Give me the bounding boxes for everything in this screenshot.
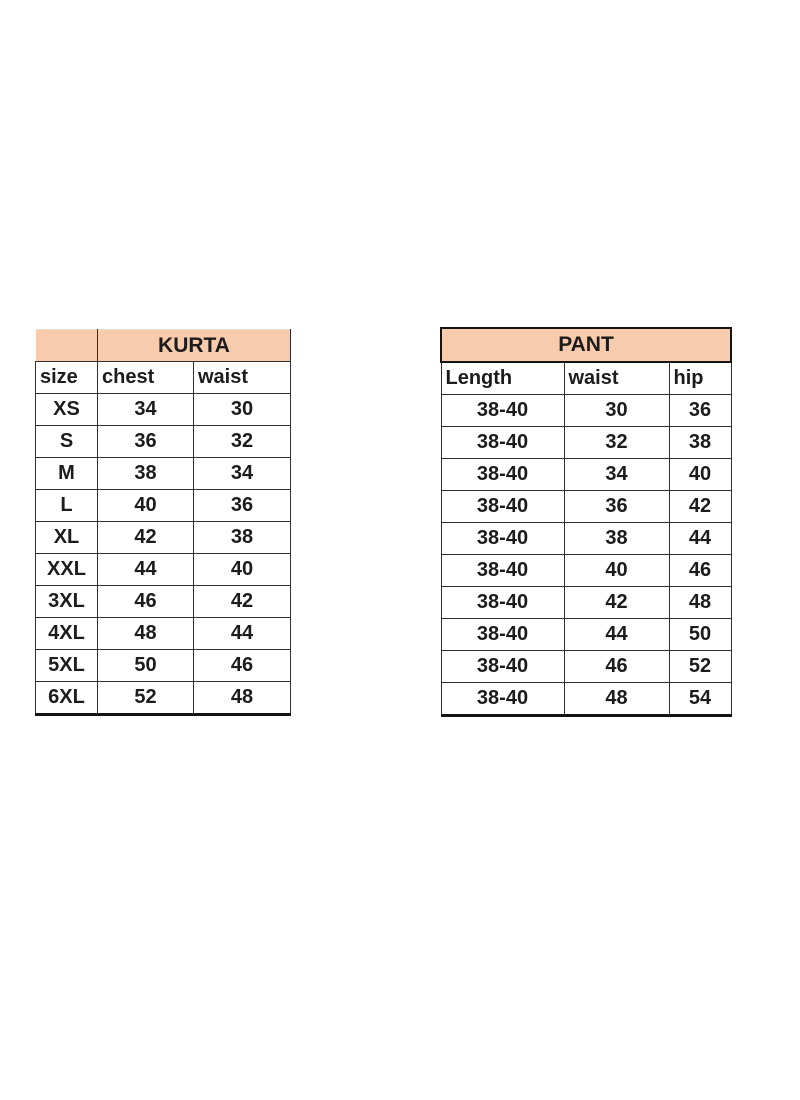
pant-col-header-waist: waist [564,362,669,395]
kurta-header-row [36,362,291,394]
pant-length-cell: 38-40 [441,555,564,587]
table-row [441,427,731,459]
pant-length-cell: 38-40 [441,395,564,427]
kurta-chest-cell: 44 [98,554,194,586]
kurta-waist-cell: 38 [194,522,291,554]
pant-hip-cell: 48 [669,587,731,619]
kurta-chest-cell: 52 [98,682,194,715]
kurta-waist-cell: 30 [194,394,291,426]
kurta-size-cell: 3XL [36,586,98,618]
pant-waist-cell: 46 [564,651,669,683]
kurta-table-title: KURTA [98,330,291,362]
pant-hip-cell: 46 [669,555,731,587]
pant-waist-cell: 32 [564,427,669,459]
kurta-size-cell: 5XL [36,650,98,682]
pant-length-cell: 38-40 [441,587,564,619]
pant-waist-cell: 42 [564,587,669,619]
table-row [441,491,731,523]
pant-hip-cell: 38 [669,427,731,459]
pant-hip-cell: 40 [669,459,731,491]
kurta-waist-cell: 32 [194,426,291,458]
pant-length-cell: 38-40 [441,459,564,491]
kurta-size-cell: XL [36,522,98,554]
pant-table-title: PANT [441,328,731,362]
kurta-waist-cell: 34 [194,458,291,490]
kurta-waist-cell: 40 [194,554,291,586]
table-row [36,618,291,650]
table-row [441,683,731,716]
pant-length-cell: 38-40 [441,491,564,523]
table-row [441,619,731,651]
pant-waist-cell: 34 [564,459,669,491]
table-row [441,395,731,427]
pant-waist-cell: 48 [564,683,669,716]
kurta-chest-cell: 46 [98,586,194,618]
pant-size-table [440,327,732,717]
pant-length-cell: 38-40 [441,683,564,716]
pant-title-row [441,328,731,362]
table-row [36,490,291,522]
kurta-chest-cell: 34 [98,394,194,426]
pant-length-cell: 38-40 [441,427,564,459]
pant-length-cell: 38-40 [441,523,564,555]
kurta-chest-cell: 48 [98,618,194,650]
table-row [441,587,731,619]
pant-waist-cell: 36 [564,491,669,523]
kurta-col-header-size: size [36,362,98,394]
pant-hip-cell: 50 [669,619,731,651]
pant-hip-cell: 42 [669,491,731,523]
kurta-size-cell: S [36,426,98,458]
pant-hip-cell: 44 [669,523,731,555]
kurta-waist-cell: 44 [194,618,291,650]
kurta-col-header-chest: chest [98,362,194,394]
table-row [36,554,291,586]
pant-waist-cell: 44 [564,619,669,651]
table-row [36,458,291,490]
pant-waist-cell: 30 [564,395,669,427]
table-row [36,426,291,458]
kurta-chest-cell: 50 [98,650,194,682]
table-row [441,555,731,587]
kurta-size-cell: L [36,490,98,522]
kurta-size-table [35,329,291,716]
kurta-corner-cell [36,330,98,362]
kurta-chest-cell: 38 [98,458,194,490]
table-row [36,522,291,554]
kurta-size-cell: M [36,458,98,490]
pant-length-cell: 38-40 [441,619,564,651]
kurta-title-row [36,330,291,362]
table-row [441,651,731,683]
pant-hip-cell: 52 [669,651,731,683]
kurta-waist-cell: 46 [194,650,291,682]
kurta-waist-cell: 36 [194,490,291,522]
pant-waist-cell: 40 [564,555,669,587]
kurta-waist-cell: 42 [194,586,291,618]
table-row [36,586,291,618]
kurta-size-cell: 4XL [36,618,98,650]
kurta-size-cell: 6XL [36,682,98,715]
table-row [36,394,291,426]
pant-col-header-length: Length [441,362,564,395]
pant-header-row [441,362,731,395]
kurta-chest-cell: 40 [98,490,194,522]
pant-hip-cell: 36 [669,395,731,427]
pant-col-header-hip: hip [669,362,731,395]
kurta-size-cell: XS [36,394,98,426]
pant-waist-cell: 38 [564,523,669,555]
pant-length-cell: 38-40 [441,651,564,683]
kurta-chest-cell: 42 [98,522,194,554]
table-row [441,459,731,491]
kurta-chest-cell: 36 [98,426,194,458]
kurta-size-cell: XXL [36,554,98,586]
table-row [36,650,291,682]
kurta-col-header-waist: waist [194,362,291,394]
pant-hip-cell: 54 [669,683,731,716]
table-row [441,523,731,555]
kurta-waist-cell: 48 [194,682,291,715]
table-row [36,682,291,715]
